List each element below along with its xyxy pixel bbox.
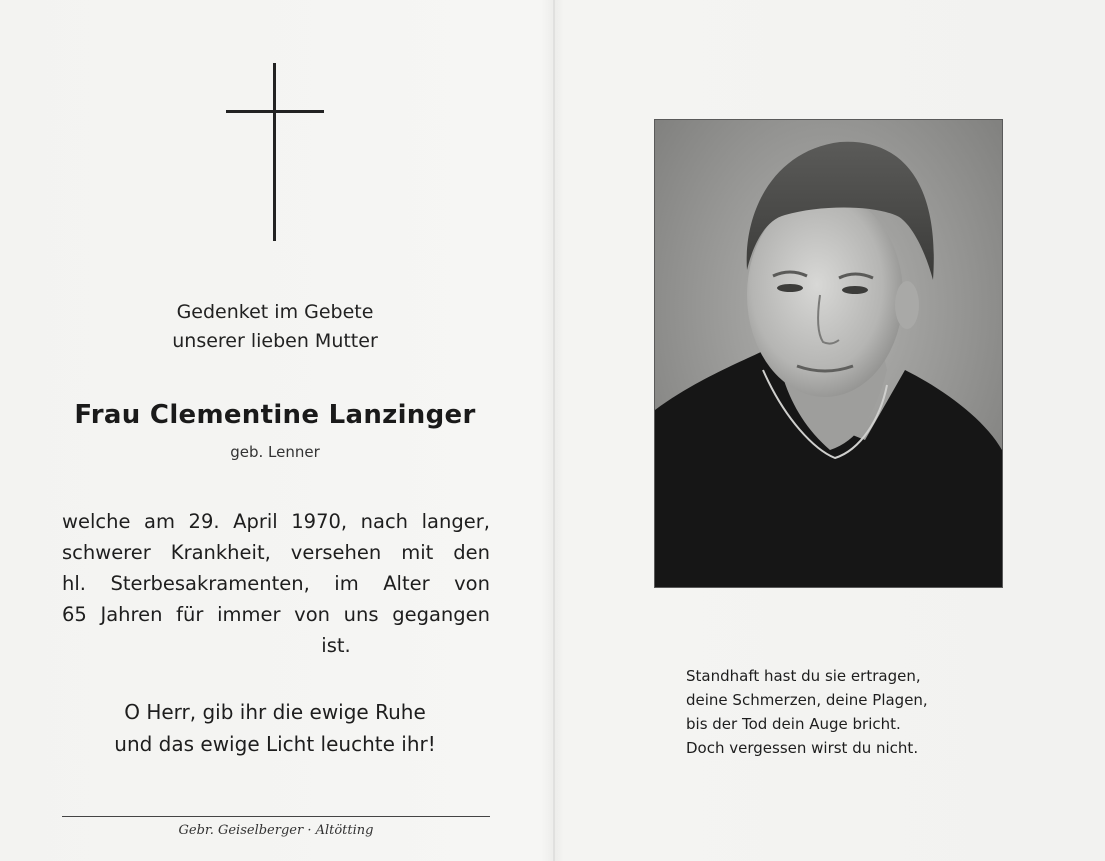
- printer-credit: Gebr. Geiselberger · Altötting: [178, 823, 374, 838]
- poem-line-1: Standhaft hast du sie ertragen,: [686, 667, 921, 685]
- poem: [686, 664, 986, 760]
- poem-line-4: Doch vergessen wirst du nicht.: [686, 739, 919, 757]
- memorial-heading: [130, 298, 420, 356]
- memorial-line-1: Gedenket im Gebete: [176, 301, 374, 323]
- announcement-word: im: [334, 572, 359, 595]
- announcement-word: schwerer: [62, 541, 151, 564]
- prayer: [70, 696, 480, 760]
- announcement-word: hl.: [62, 572, 86, 595]
- announcement-line: [62, 506, 490, 537]
- prayer-line-2: und das ewige Licht leuchte ihr!: [114, 732, 436, 756]
- announcement-word: Jahren: [100, 603, 163, 626]
- announcement-word: Alter: [383, 572, 430, 595]
- announcement-word: langer,: [421, 510, 490, 533]
- announcement-word: versehen: [290, 541, 382, 564]
- announcement-word: den: [453, 541, 490, 564]
- poem-line-3: bis der Tod dein Auge bricht.: [686, 715, 901, 733]
- announcement-line: [62, 537, 490, 568]
- portrait-photo: [655, 120, 1002, 587]
- announcement-word: 1970,: [291, 510, 348, 533]
- announcement-word: Sterbesakramenten,: [110, 572, 310, 595]
- card-fold: [553, 0, 555, 861]
- announcement-word: gegangen: [392, 603, 490, 626]
- deceased-name: Frau Clementine Lanzinger: [74, 400, 476, 430]
- announcement-line: [62, 599, 490, 630]
- announcement-word: 65: [62, 603, 87, 626]
- divider-line: [62, 816, 490, 817]
- announcement-word: für: [176, 603, 204, 626]
- announcement-line: [62, 630, 490, 661]
- prayer-line-1: O Herr, gib ihr die ewige Ruhe: [124, 700, 426, 724]
- announcement-word: immer: [217, 603, 281, 626]
- announcement-text: [62, 506, 490, 661]
- announcement-word: nach: [360, 510, 409, 533]
- announcement-word: von: [294, 603, 330, 626]
- birth-name: geb. Lenner: [230, 443, 320, 461]
- announcement-word: April: [233, 510, 278, 533]
- announcement-word: ist.: [321, 634, 351, 657]
- announcement-word: welche: [62, 510, 131, 533]
- announcement-word: von: [454, 572, 490, 595]
- memorial-line-2: unserer lieben Mutter: [172, 330, 378, 352]
- announcement-word: am: [144, 510, 175, 533]
- announcement-word: uns: [343, 603, 379, 626]
- announcement-line: [62, 568, 490, 599]
- announcement-word: 29.: [188, 510, 220, 533]
- announcement-word: Krankheit,: [170, 541, 271, 564]
- poem-line-2: deine Schmerzen, deine Plagen,: [686, 691, 928, 709]
- announcement-word: mit: [401, 541, 434, 564]
